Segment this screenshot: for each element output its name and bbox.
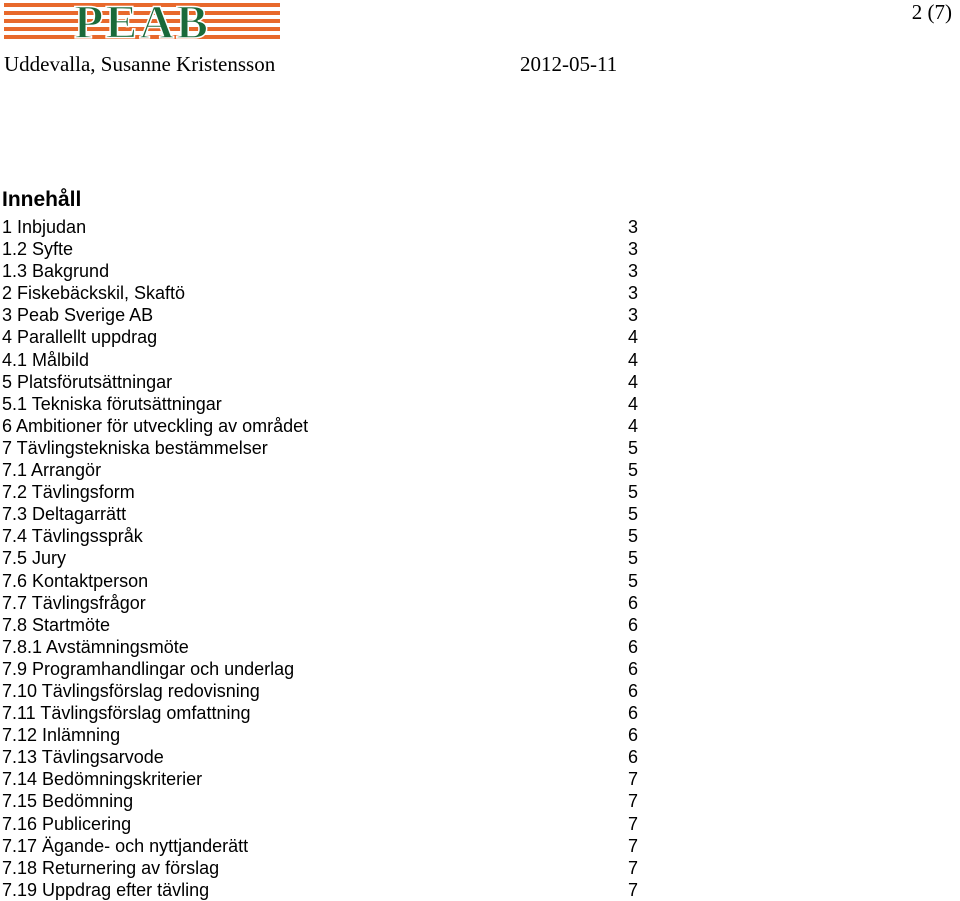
toc-entry-label: 7.19 Uppdrag efter tävling bbox=[2, 879, 210, 900]
author-line: Uddevalla, Susanne Kristensson bbox=[4, 52, 276, 76]
toc-entry[interactable] bbox=[2, 503, 662, 525]
toc-entry-page: 7 bbox=[628, 857, 639, 878]
toc-entry[interactable] bbox=[2, 614, 662, 636]
toc-entry[interactable] bbox=[2, 768, 662, 790]
toc-entry-label: 7.5 Jury bbox=[2, 548, 67, 569]
toc-entry-label: 7.18 Returnering av förslag bbox=[2, 857, 220, 878]
toc-entry-label: 7.2 Tävlingsform bbox=[2, 482, 135, 503]
toc-entry-label: 7 Tävlingstekniska bestämmelser bbox=[2, 437, 268, 458]
toc-entry[interactable] bbox=[2, 680, 662, 702]
toc-entry-label: 7.9 Programhandlingar och underlag bbox=[2, 658, 295, 679]
toc-entry-label: 7.3 Deltagarrätt bbox=[2, 504, 127, 525]
toc-entry-page: 7 bbox=[628, 769, 639, 790]
toc-entry-label: 7.16 Publicering bbox=[2, 813, 132, 834]
peab-logo-graphic bbox=[4, 1, 280, 41]
toc-entry-page: 4 bbox=[628, 371, 639, 392]
toc-entry-label: 3 Peab Sverige AB bbox=[2, 305, 154, 326]
toc-entry-page: 5 bbox=[628, 482, 639, 503]
toc-entry-label: 7.4 Tävlingsspråk bbox=[2, 526, 143, 547]
toc-entry-page: 6 bbox=[628, 614, 639, 635]
toc-entry[interactable] bbox=[2, 260, 662, 282]
toc-entry-page: 6 bbox=[628, 725, 639, 746]
toc-entry[interactable] bbox=[2, 746, 662, 768]
toc-entry[interactable] bbox=[2, 525, 662, 547]
toc-entry-label: 1 Inbjudan bbox=[2, 217, 87, 237]
toc-entry-page: 4 bbox=[628, 393, 639, 414]
toc-entry[interactable] bbox=[2, 326, 662, 348]
toc-entry-label: 1.3 Bakgrund bbox=[2, 261, 110, 282]
toc-entry[interactable] bbox=[2, 459, 662, 481]
toc-entry-page: 5 bbox=[628, 437, 639, 458]
document-date: 2012-05-11 bbox=[520, 52, 618, 76]
toc-entry-label: 7.10 Tävlingsförslag redovisning bbox=[2, 680, 260, 701]
toc-entry-page: 4 bbox=[628, 415, 639, 436]
toc-entry-label: 7.8.1 Avstämningsmöte bbox=[2, 636, 189, 657]
toc-entry[interactable] bbox=[2, 592, 662, 614]
toc-entry[interactable] bbox=[2, 481, 662, 503]
toc-entry-label: 7.6 Kontaktperson bbox=[2, 570, 149, 591]
toc-entry[interactable] bbox=[2, 790, 662, 812]
toc-entry-page: 3 bbox=[628, 283, 639, 304]
toc-entry[interactable] bbox=[2, 658, 662, 680]
toc-entry-label: 6 Ambitioner för utveckling av området bbox=[2, 415, 309, 436]
toc-entry-label: 7.8 Startmöte bbox=[2, 614, 111, 635]
toc-entry[interactable] bbox=[2, 835, 662, 857]
toc-entry-page: 7 bbox=[628, 813, 639, 834]
toc-entry-page: 5 bbox=[628, 570, 639, 591]
toc-entry[interactable] bbox=[2, 857, 662, 879]
toc-entry-label: 4 Parallellt uppdrag bbox=[2, 327, 158, 348]
toc-entry[interactable] bbox=[2, 216, 662, 238]
toc-entry-page: 5 bbox=[628, 526, 639, 547]
toc-entry[interactable] bbox=[2, 724, 662, 746]
toc-entry-page: 3 bbox=[628, 261, 639, 282]
toc-entry[interactable] bbox=[2, 636, 662, 658]
toc-entry[interactable] bbox=[2, 547, 662, 569]
toc-entry-label: 7.15 Bedömning bbox=[2, 791, 134, 812]
toc-entry-page: 3 bbox=[628, 217, 639, 237]
toc-entry-page: 7 bbox=[628, 835, 639, 856]
toc-entry-page: 3 bbox=[628, 305, 639, 326]
toc-entry-label: 7.11 Tävlingsförslag omfattning bbox=[2, 703, 251, 724]
toc-entry-label: 1.2 Syfte bbox=[2, 239, 74, 260]
toc-entry-page: 6 bbox=[628, 636, 639, 657]
toc-entry-page: 3 bbox=[628, 239, 639, 260]
toc-entry-label: 7.14 Bedömningskriterier bbox=[2, 769, 203, 790]
peab-logo bbox=[4, 1, 280, 41]
toc-entry[interactable] bbox=[2, 415, 662, 437]
toc-entry[interactable] bbox=[2, 879, 662, 901]
toc-entry[interactable] bbox=[2, 813, 662, 835]
toc-entry[interactable] bbox=[2, 282, 662, 304]
toc-entry-label: 7.17 Ägande- och nyttjanderätt bbox=[2, 835, 249, 856]
toc-entry-page: 6 bbox=[628, 658, 639, 679]
toc-entry-page: 5 bbox=[628, 460, 639, 481]
toc-entry-page: 4 bbox=[628, 349, 639, 370]
page-number: 2 (7) bbox=[911, 0, 952, 24]
toc-entry-page: 4 bbox=[628, 327, 639, 348]
toc-entry[interactable] bbox=[2, 238, 662, 260]
toc-entry[interactable] bbox=[2, 304, 662, 326]
toc-entry[interactable] bbox=[2, 702, 662, 724]
toc-entry-page: 6 bbox=[628, 747, 639, 768]
toc-entry-label: 7.13 Tävlingsarvode bbox=[2, 747, 164, 768]
toc-entry-page: 5 bbox=[628, 504, 639, 525]
toc-entry-label: 7.12 Inlämning bbox=[2, 725, 121, 746]
toc-entry[interactable] bbox=[2, 570, 662, 592]
toc-entry-label: 2 Fiskebäckskil, Skaftö bbox=[2, 283, 186, 304]
toc-entry-label: 7.1 Arrangör bbox=[2, 460, 102, 481]
toc-entry-page: 7 bbox=[628, 879, 639, 900]
table-of-contents bbox=[2, 216, 662, 901]
toc-entry-label: 7.7 Tävlingsfrågor bbox=[2, 592, 146, 613]
toc-title: Innehåll bbox=[2, 188, 82, 211]
toc-entry-label: 5 Platsförutsättningar bbox=[2, 371, 173, 392]
toc-entry[interactable] bbox=[2, 437, 662, 459]
toc-entry-page: 5 bbox=[628, 548, 639, 569]
toc-entry-label: 5.1 Tekniska förutsättningar bbox=[2, 393, 222, 414]
toc-entry-page: 6 bbox=[628, 680, 639, 701]
toc-entry-label: 4.1 Målbild bbox=[2, 349, 90, 370]
toc-entry-page: 6 bbox=[628, 703, 639, 724]
toc-entry[interactable] bbox=[2, 349, 662, 371]
toc-entry-page: 7 bbox=[628, 791, 639, 812]
toc-entry[interactable] bbox=[2, 393, 662, 415]
toc-entry-page: 6 bbox=[628, 592, 639, 613]
toc-entry[interactable] bbox=[2, 371, 662, 393]
peab-logo-text: PEAB bbox=[73, 1, 211, 41]
